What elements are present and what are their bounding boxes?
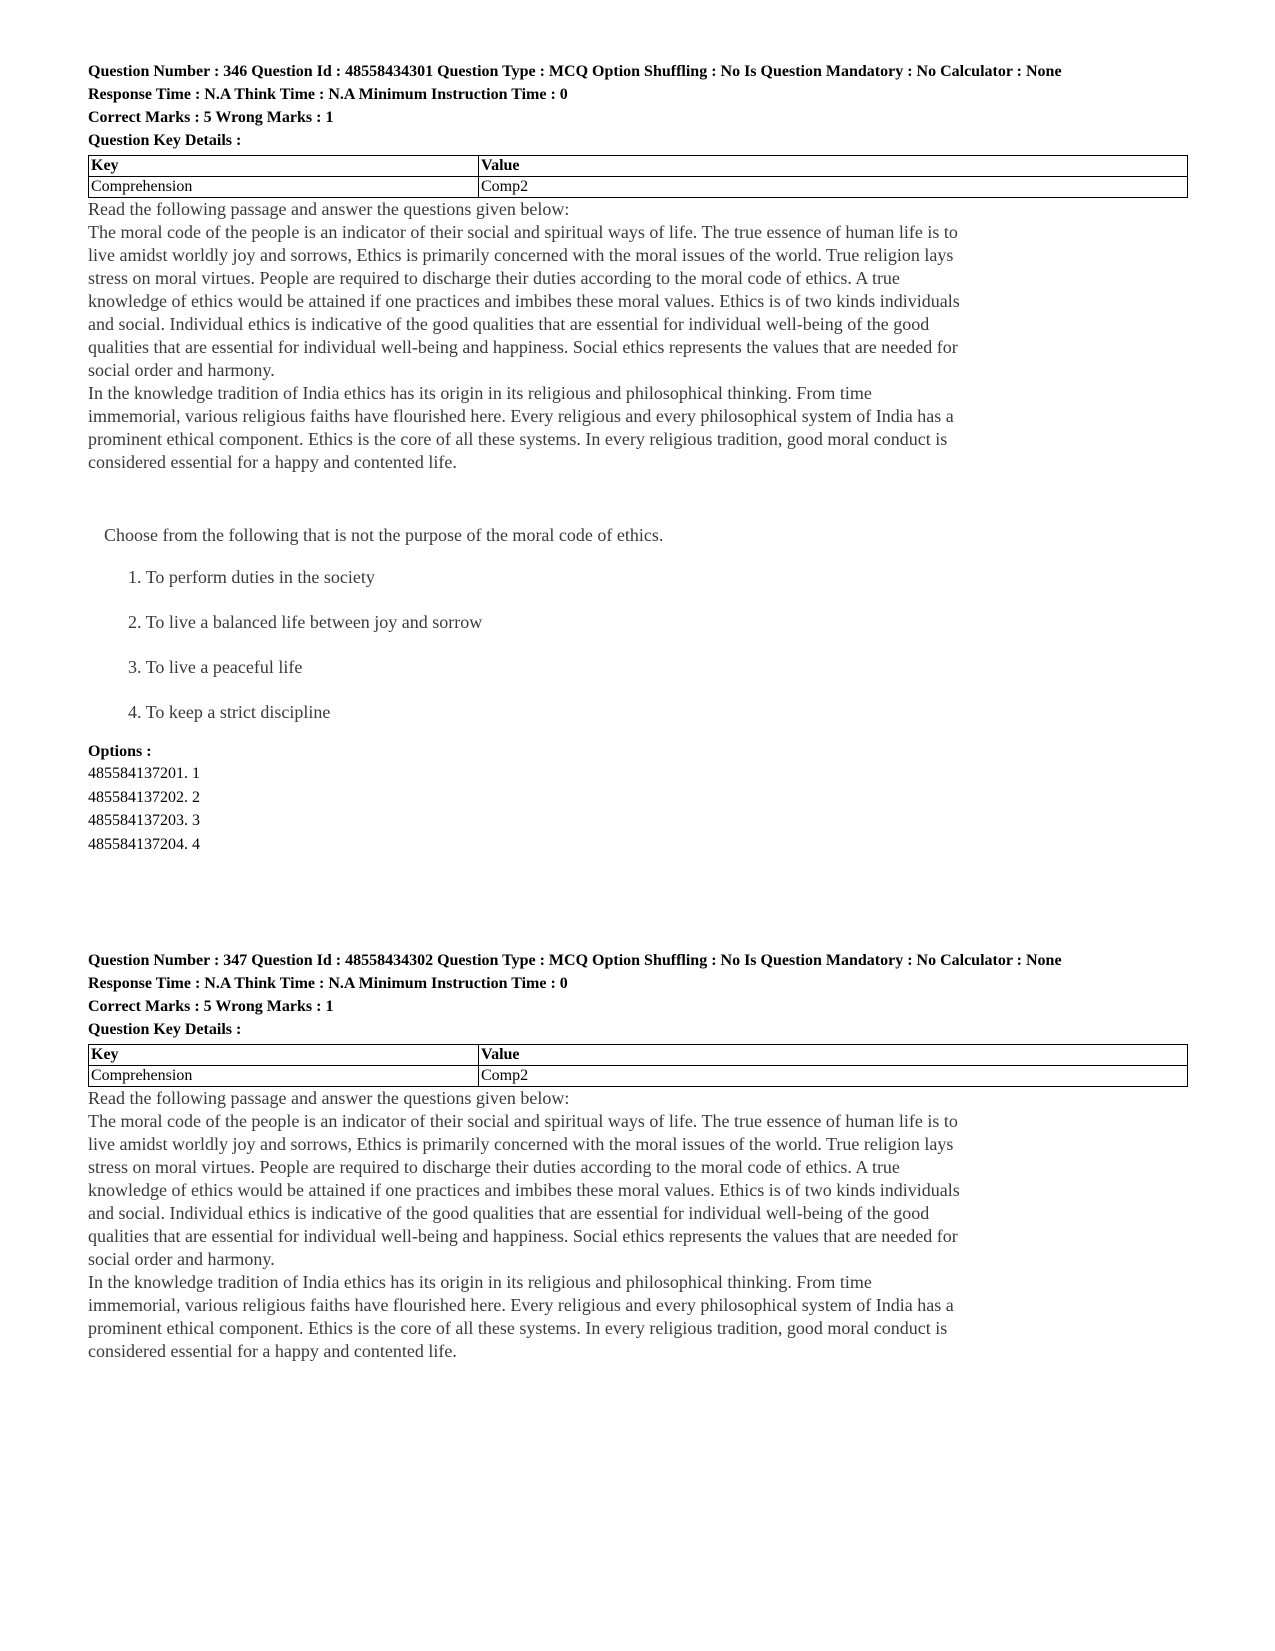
table-cell-key: Comprehension [89, 177, 479, 198]
passage-paragraph-1: The moral code of the people is an indicator of their social and spiritual ways of life. The true essence of human life is to live amidst worldly joy and sorrows, Ethics is primarily concerned with the moral issues of the world. True religion lays stress on moral virtues. People are required to discharge their duties according to the moral code of ethics. A true knowledge of ethics would be attained if one practices and imbibes these moral values. Ethics is of two kinds individuals and social. Individual ethics is indicative of the good qualities that are essential for individual well-being of the good qualities that are essential for individual well-being and happiness. Social ethics represents the values that are needed for social order and harmony. [88, 1111, 960, 1269]
table-row [89, 177, 1188, 198]
choice-list [128, 566, 1188, 724]
passage-paragraph-2: In the knowledge tradition of India ethics has its origin in its religious and philosophical thinking. From time immemorial, various religious faiths have flourished here. Every religious and every philosophical system of India has a prominent ethical component. Ethics is the core of all these systems. In every religious tradition, good moral conduct is considered essential for a happy and contented life. [88, 1272, 954, 1361]
question-meta-line1: Question Number : 346 Question Id : 48558434301 Question Type : MCQ Option Shuffling : No Is Question Mandatory : No Calculator : None [88, 63, 1062, 80]
option-2: 485584137202. 2 [88, 788, 200, 806]
table-header-row [89, 156, 1188, 177]
question-marks: Correct Marks : 5 Wrong Marks : 1 [88, 109, 334, 126]
question-meta-line2: Response Time : N.A Think Time : N.A Minimum Instruction Time : 0 [88, 975, 568, 992]
passage [88, 1087, 968, 1363]
question-meta-line1: Question Number : 347 Question Id : 48558434302 Question Type : MCQ Option Shuffling : No Is Question Mandatory : No Calculator : None [88, 952, 1062, 969]
table-header-value: Value [479, 156, 1188, 177]
passage-intro: Read the following passage and answer the questions given below: [88, 199, 570, 219]
options-label: Options : [88, 743, 152, 760]
list-item: 4. To keep a strict discipline [128, 702, 331, 722]
table-cell-value: Comp2 [479, 1066, 1188, 1087]
question-key-details-label: Question Key Details : [88, 1021, 242, 1038]
table-header-row [89, 1045, 1188, 1066]
passage [88, 198, 968, 474]
question-block-347 [88, 951, 1188, 1363]
question-block-346 [88, 62, 1188, 856]
option-4: 485584137204. 4 [88, 835, 200, 853]
question-key-details-label: Question Key Details : [88, 132, 242, 149]
table-cell-value: Comp2 [479, 177, 1188, 198]
passage-paragraph-2: In the knowledge tradition of India ethics has its origin in its religious and philosophical thinking. From time immemorial, various religious faiths have flourished here. Every religious and every philosophical system of India has a prominent ethical component. Ethics is the core of all these systems. In every religious tradition, good moral conduct is considered essential for a happy and contented life. [88, 383, 954, 472]
table-cell-key: Comprehension [89, 1066, 479, 1087]
question-marks: Correct Marks : 5 Wrong Marks : 1 [88, 998, 334, 1015]
question-stem: Choose from the following that is not the purpose of the moral code of ethics. [104, 525, 664, 545]
passage-paragraph-1: The moral code of the people is an indicator of their social and spiritual ways of life. The true essence of human life is to live amidst worldly joy and sorrows, Ethics is primarily concerned with the moral issues of the world. True religion lays stress on moral virtues. People are required to discharge their duties according to the moral code of ethics. A true knowledge of ethics would be attained if one practices and imbibes these moral values. Ethics is of two kinds individuals and social. Individual ethics is indicative of the good qualities that are essential for individual well-being of the good qualities that are essential for individual well-being and happiness. Social ethics represents the values that are needed for social order and harmony. [88, 222, 960, 380]
list-item: 2. To live a balanced life between joy and sorrow [128, 612, 483, 632]
list-item: 1. To perform duties in the society [128, 567, 375, 587]
question-meta-line2: Response Time : N.A Think Time : N.A Minimum Instruction Time : 0 [88, 86, 568, 103]
key-details-table [88, 1044, 1188, 1087]
option-3: 485584137203. 3 [88, 812, 200, 829]
table-header-key: Key [89, 156, 479, 177]
option-1: 485584137201. 1 [88, 765, 200, 782]
key-details-table [88, 155, 1188, 198]
table-header-value: Value [479, 1045, 1188, 1066]
list-item: 3. To live a peaceful life [128, 657, 303, 677]
table-header-key: Key [89, 1045, 479, 1066]
passage-intro: Read the following passage and answer the questions given below: [88, 1088, 570, 1108]
table-row [89, 1066, 1188, 1087]
